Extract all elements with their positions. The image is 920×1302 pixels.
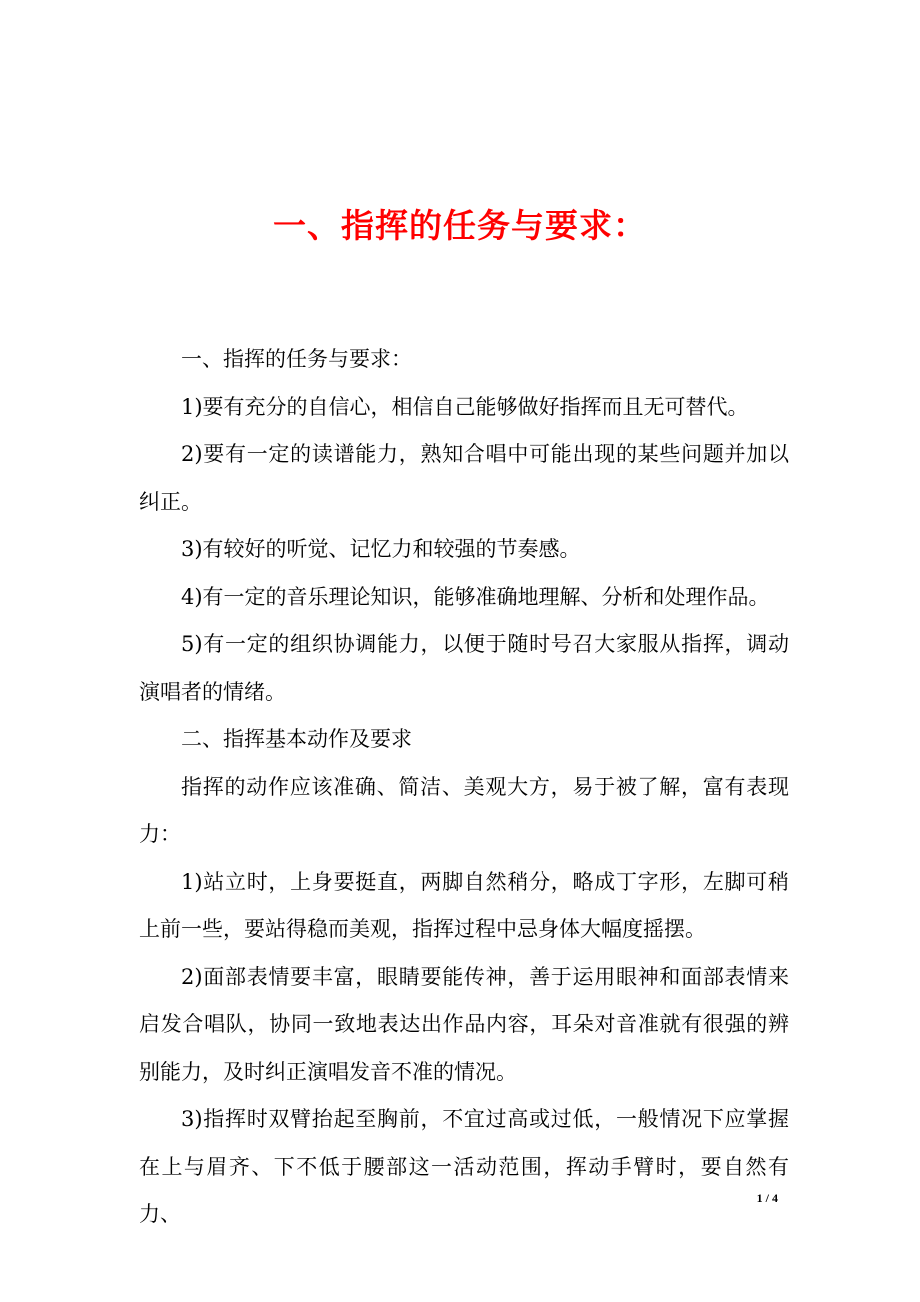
- paragraph: 3)有较好的听觉、记忆力和较强的节奏感。: [181, 537, 581, 561]
- paragraph: 5)有一定的组织协调能力，以便于随时号召大家服从指挥，调动演唱者的情绪。: [139, 632, 789, 704]
- paragraph: 2)要有一定的读谱能力，熟知合唱中可能出现的某些问题并加以纠正。: [139, 442, 789, 514]
- page-number: 1 / 4: [756, 1191, 778, 1205]
- paragraph: 指挥的动作应该准确、简洁、美观大方，易于被了解，富有表现力：: [139, 774, 789, 846]
- paragraph: 二、指挥基本动作及要求: [181, 727, 412, 751]
- paragraph: 1)站立时，上身要挺直，两脚自然稍分，略成丁字形，左脚可稍上前一些，要站得稳而美观，指挥过程中忌身体大幅度摇摆。: [139, 869, 789, 941]
- paragraph: 3)指挥时双臂抬起至胸前，不宜过高或过低，一般情况下应掌握在上与眉齐、下不低于腰部这一活动范围，挥动手臂时，要自然有力、: [139, 1107, 789, 1226]
- paragraph: 2)面部表情要丰富，眼睛要能传神，善于运用眼神和面部表情来启发合唱队，协同一致地表达出作品内容，耳朵对音准就有很强的辨别能力，及时纠正演唱发音不准的情况。: [139, 964, 789, 1084]
- document-title: 一、指挥的任务与要求：: [273, 206, 647, 245]
- paragraph: 1)要有充分的自信心，相信自己能够做好指挥而且无可替代。: [181, 394, 749, 419]
- paragraph: 一、指挥的任务与要求：: [181, 347, 412, 371]
- paragraph: 4)有一定的音乐理论知识，能够准确地理解、分析和处理作品。: [181, 584, 770, 609]
- document-body: [139, 336, 789, 1239]
